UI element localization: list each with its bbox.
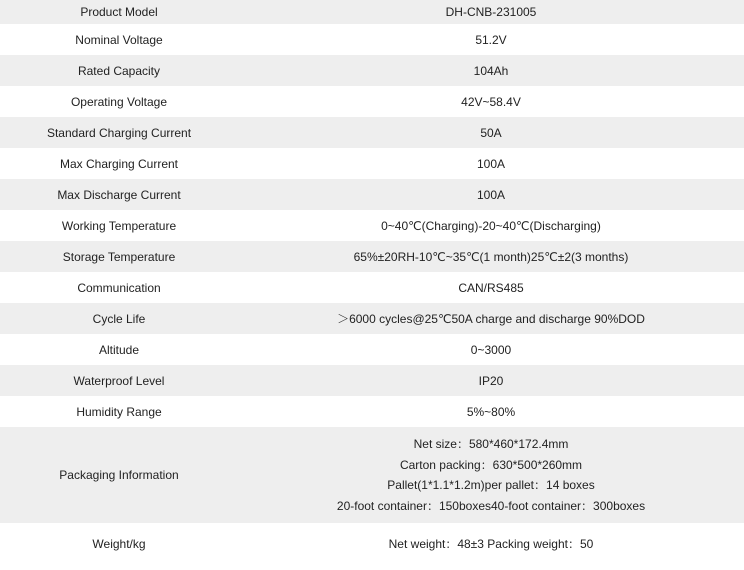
spec-value: 65%±20RH-10℃~35℃(1 month)25℃±2(3 months) [238,241,744,272]
spec-value: 104Ah [238,55,744,86]
spec-label: Storage Temperature [0,241,238,272]
spec-row-communication [0,272,744,303]
spec-row-waterproof-level [0,365,744,396]
spec-label: Standard Charging Current [0,117,238,148]
spec-row-working-temperature [0,210,744,241]
spec-label: Altitude [98,342,140,357]
packaging-line: 20-foot container：150boxes40-foot container：300boxes [336,498,646,513]
spec-value: ＞6000 cycles@25℃50A charge and discharge 90%DOD [238,303,744,334]
spec-row-standard-charging-current [0,117,744,148]
spec-label: Humidity Range [76,404,162,419]
spec-row-packaging-information [0,427,744,523]
spec-row-cycle-life [0,303,744,334]
spec-value: 100A [476,156,506,171]
spec-value: DH-CNB-231005 [238,0,744,24]
spec-value: IP20 [238,365,744,396]
spec-value: 51.2V [475,32,507,47]
spec-value: 5%~80% [466,404,516,419]
spec-value: 42V~58.4V [461,94,521,109]
spec-value: 0~3000 [470,342,512,357]
spec-label: Rated Capacity [0,55,238,86]
packaging-line: Carton packing：630*500*260mm [399,457,583,472]
spec-value: CAN/RS485 [458,280,524,295]
spec-row-operating-voltage [0,86,744,117]
spec-row-weight [0,529,744,559]
spec-label: Working Temperature [61,218,177,233]
spec-label: Weight/kg [92,537,146,551]
spec-value: 100A [238,179,744,210]
spec-value: 0~40℃(Charging)-20~40℃(Discharging) [381,218,601,233]
spec-row-product-model [0,0,744,24]
spec-label: Communication [77,280,161,295]
packaging-details [238,427,744,523]
packaging-line: Net size：580*460*172.4mm [413,437,569,451]
spec-label: Nominal Voltage [75,32,163,47]
spec-label: Product Model [0,0,238,24]
spec-row-rated-capacity [0,55,744,86]
spec-label: Cycle Life [0,303,238,334]
spec-row-storage-temperature [0,241,744,272]
spec-label: Waterproof Level [0,365,238,396]
spec-label: Max Discharge Current [0,179,238,210]
spec-row-nominal-voltage [0,24,744,55]
spec-row-max-discharge-current [0,179,744,210]
spec-label: Operating Voltage [70,94,168,109]
spec-row-altitude [0,334,744,365]
packaging-line: Pallet(1*1.1*1.2m)per pallet：14 boxes [387,478,595,492]
spec-row-humidity-range [0,396,744,427]
spec-value: 50A [238,117,744,148]
spec-label: Packaging Information [0,427,238,523]
spec-label: Max Charging Current [59,156,179,171]
spec-value: Net weight：48±3 Packing weight：50 [388,537,594,551]
spec-row-max-charging-current [0,148,744,179]
